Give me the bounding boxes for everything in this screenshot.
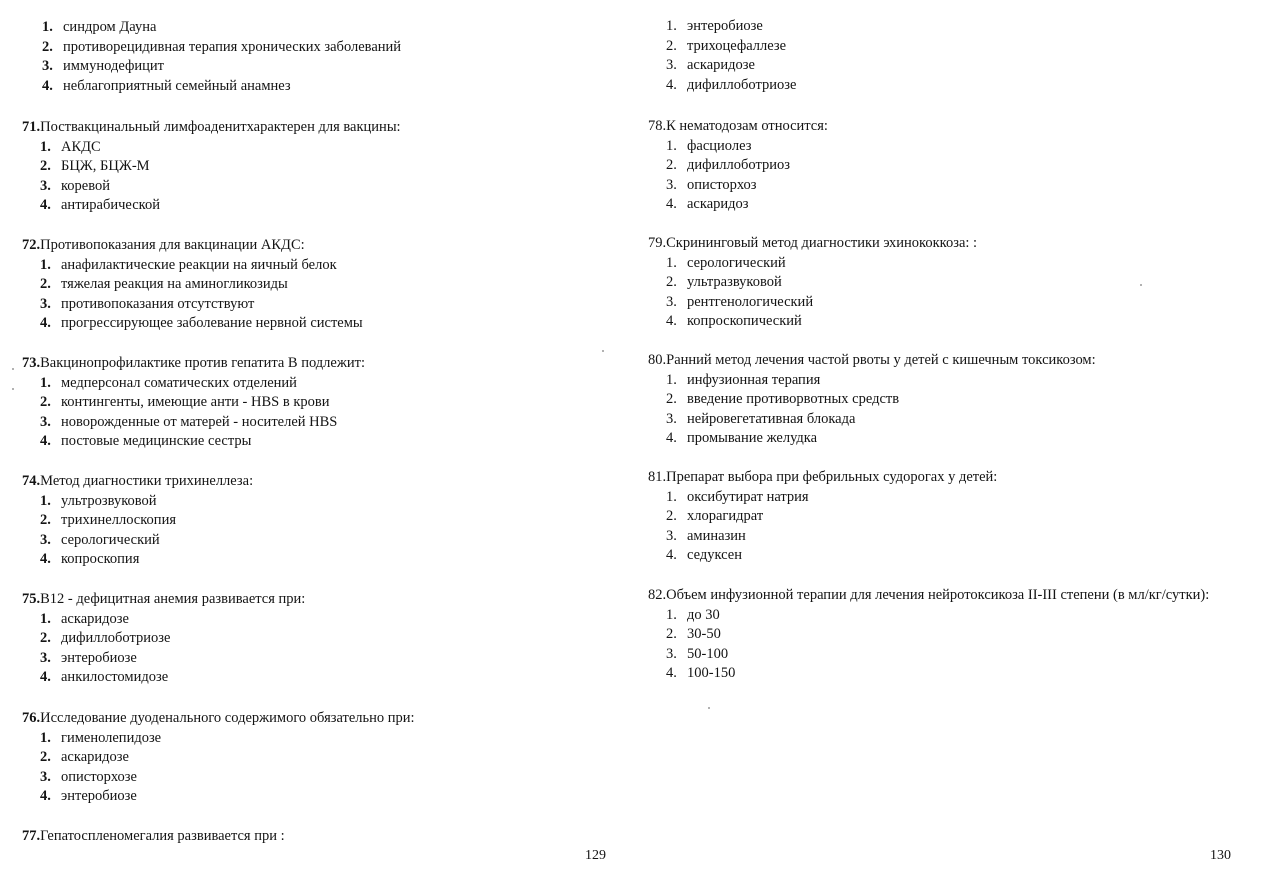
option-number: 4. — [40, 197, 51, 214]
answer-option — [666, 664, 1238, 684]
question-77 — [22, 827, 612, 847]
question-title — [22, 354, 612, 374]
answer-options — [22, 610, 612, 688]
option-number: 3. — [666, 410, 677, 427]
answer-option — [42, 77, 401, 97]
option-text: 30-50 — [687, 626, 721, 643]
option-text: неблагоприятный семейный анамнез — [63, 77, 291, 94]
answer-options — [648, 488, 1238, 566]
option-text: трихоцефаллезе — [687, 37, 787, 54]
question-title — [22, 709, 612, 729]
answer-option — [40, 511, 612, 531]
option-text: хлорагидрат — [687, 508, 764, 525]
question-number: 75. — [22, 591, 41, 607]
option-number: 1. — [666, 371, 677, 388]
option-number: 2. — [666, 157, 677, 174]
option-number: 4. — [666, 76, 677, 93]
option-number: 2. — [42, 38, 53, 55]
option-number: 1. — [666, 488, 677, 505]
question-number: 71. — [22, 119, 41, 135]
answer-option — [40, 432, 612, 452]
option-text: ультрозвуковой — [61, 492, 157, 509]
question-number: 78. — [648, 118, 667, 134]
answer-option — [40, 610, 612, 630]
scan-speck — [602, 350, 604, 352]
answer-option — [40, 787, 612, 807]
option-text: медперсонал соматических отделений — [61, 374, 297, 391]
option-text: антирабической — [61, 197, 160, 214]
answer-option — [666, 293, 1238, 313]
option-number: 1. — [666, 606, 677, 623]
question-number: 74. — [22, 473, 41, 489]
answer-option — [40, 768, 612, 788]
answer-option — [666, 390, 1238, 410]
answer-option — [40, 196, 612, 216]
answer-option — [666, 195, 1238, 215]
question-text: Ранний метод лечения частой рвоты у детей с кишечным токсикозом: — [666, 352, 1096, 368]
option-text: противопоказания отсутствуют — [61, 295, 255, 312]
answer-option — [40, 550, 612, 570]
option-text: 100-150 — [687, 665, 736, 682]
question-78 — [648, 117, 1238, 215]
option-number: 3. — [42, 58, 53, 75]
option-number: 3. — [666, 57, 677, 74]
option-number: 4. — [40, 669, 51, 686]
option-text: 50-100 — [687, 645, 729, 662]
option-number: 3. — [40, 531, 51, 548]
option-text: копроскопический — [687, 313, 802, 330]
option-text: дифиллоботриоз — [687, 157, 790, 174]
question-text: В12 - дефицитная анемия развивается при: — [40, 591, 306, 607]
answer-option — [666, 546, 1238, 566]
option-text: энтеробиозе — [61, 788, 137, 805]
answer-options — [22, 492, 612, 570]
answer-option — [666, 371, 1238, 391]
answer-option — [666, 254, 1238, 274]
answer-option — [40, 413, 612, 433]
answer-option — [666, 273, 1238, 293]
answer-options — [648, 137, 1238, 215]
option-text: контингенты, имеющие анти - HBS в крови — [61, 394, 330, 411]
option-number: 4. — [666, 430, 677, 447]
answer-option — [40, 138, 612, 158]
question-number: 77. — [22, 828, 41, 844]
question-title — [648, 586, 1233, 606]
option-text: энтеробиозе — [687, 18, 763, 34]
answer-option — [666, 176, 1238, 196]
option-number: 2. — [40, 394, 51, 411]
question-number: 73. — [22, 355, 41, 371]
option-text: копроскопия — [61, 551, 140, 568]
answer-option — [666, 56, 796, 76]
option-number: 2. — [40, 749, 51, 766]
option-number: 1. — [40, 610, 51, 627]
answer-option — [40, 729, 612, 749]
question-76 — [22, 709, 612, 807]
answer-option — [666, 137, 1238, 157]
question-text: Препарат выбора при фебрильных судорогах у детей: — [666, 469, 998, 485]
question-text: К нематодозам относится: — [666, 118, 828, 134]
question-number: 80. — [648, 352, 667, 368]
answer-option — [666, 410, 1238, 430]
option-number: 2. — [666, 37, 677, 54]
option-number: 3. — [40, 413, 51, 430]
answer-option — [40, 275, 612, 295]
option-number: 4. — [40, 315, 51, 332]
option-number: 3. — [666, 645, 677, 662]
answer-options — [648, 606, 1238, 684]
option-number: 1. — [666, 254, 677, 271]
option-number: 3. — [666, 176, 677, 193]
question-title — [648, 351, 1238, 371]
option-text: синдром Дауна — [63, 19, 157, 35]
option-text: аскаридозе — [61, 749, 129, 766]
question-title — [648, 117, 1238, 137]
question-81 — [648, 468, 1238, 566]
scan-speck — [1140, 284, 1142, 286]
question-title — [648, 234, 1238, 254]
question-number: 76. — [22, 710, 41, 726]
option-number: 2. — [40, 512, 51, 529]
option-text: иммунодефицит — [63, 58, 164, 75]
option-text: коревой — [61, 177, 111, 194]
answer-options — [22, 374, 612, 452]
option-number: 2. — [666, 508, 677, 525]
scan-speck — [708, 707, 710, 709]
option-number: 4. — [666, 665, 677, 682]
answer-option — [40, 393, 612, 413]
option-text: энтеробиозе — [61, 649, 137, 666]
option-number: 1. — [40, 492, 51, 509]
answer-option — [666, 76, 796, 96]
option-text: дифиллоботриозе — [61, 630, 171, 647]
option-text: нейровегетативная блокада — [687, 410, 856, 427]
option-text: серологический — [61, 531, 160, 548]
question-title — [22, 590, 612, 610]
option-number: 1. — [42, 19, 53, 35]
question-number: 81. — [648, 469, 667, 485]
option-text: до 30 — [687, 606, 720, 623]
question-80 — [648, 351, 1238, 449]
question-74 — [22, 472, 612, 570]
option-number: 2. — [40, 276, 51, 293]
answer-options — [22, 256, 612, 334]
option-text: аскаридозе — [61, 610, 129, 627]
answer-option — [666, 156, 1238, 176]
option-text: оксибутират натрия — [687, 488, 809, 505]
answer-option — [40, 177, 612, 197]
question-text: Противопоказания для вакцинации АКДС: — [40, 237, 305, 253]
answer-options — [22, 729, 612, 807]
answer-option — [40, 157, 612, 177]
option-text: трихинеллоскопия — [61, 512, 176, 529]
answer-option — [666, 507, 1238, 527]
scan-speck — [12, 388, 14, 390]
option-number: 4. — [42, 77, 53, 94]
option-number: 3. — [40, 768, 51, 785]
option-number: 1. — [40, 256, 51, 273]
answer-option — [40, 256, 612, 276]
option-text: описторхоз — [687, 176, 757, 193]
answer-option — [42, 18, 401, 38]
option-number: 4. — [666, 547, 677, 564]
answer-option — [666, 606, 1238, 626]
option-text: противорецидивная терапия хронических заболеваний — [63, 38, 402, 55]
option-text: прогрессирующее заболевание нервной системы — [61, 315, 363, 332]
option-number: 4. — [40, 433, 51, 450]
option-text: БЦЖ, БЦЖ-М — [61, 158, 150, 175]
option-text: аминазин — [687, 527, 746, 544]
option-text: новорожденные от матерей - носителей HBS — [61, 413, 338, 430]
option-text: серологический — [687, 254, 786, 271]
option-number: 3. — [40, 295, 51, 312]
answer-option — [40, 531, 612, 551]
answer-option — [666, 17, 796, 37]
option-text: аскаридоз — [687, 196, 749, 213]
option-number: 1. — [40, 729, 51, 746]
question-text: Гепатоспленомегалия развивается при : — [40, 828, 285, 844]
option-number: 2. — [40, 158, 51, 175]
answer-option — [42, 57, 401, 77]
option-number: 2. — [666, 274, 677, 291]
answer-option — [40, 748, 612, 768]
option-text: инфузионная терапия — [687, 371, 821, 388]
answer-option — [666, 312, 1238, 332]
option-text: фасциолез — [687, 137, 752, 154]
answer-options — [648, 371, 1238, 449]
option-number: 2. — [666, 391, 677, 408]
question-73 — [22, 354, 612, 452]
question-text: Исследование дуоденального содержимого обязательно при: — [40, 710, 415, 726]
question-79 — [648, 234, 1238, 332]
answer-options — [22, 138, 612, 216]
option-text: гименолепидозе — [61, 729, 162, 746]
option-number: 4. — [40, 551, 51, 568]
option-number: 1. — [40, 138, 51, 155]
left-page — [0, 0, 620, 893]
option-number: 3. — [666, 527, 677, 544]
option-text: описторхозе — [61, 768, 137, 785]
option-number: 2. — [40, 630, 51, 647]
answer-options — [648, 254, 1238, 332]
option-number: 1. — [40, 374, 51, 391]
answer-option — [666, 645, 1238, 665]
answer-option — [40, 295, 612, 315]
question-text: Вакцинопрофилактике против гепатита В подлежит: — [40, 355, 365, 371]
option-text: дифиллоботриозе — [687, 76, 797, 93]
question-text: Метод диагностики трихинеллеза: — [40, 473, 254, 489]
question-title — [648, 468, 1238, 488]
option-number: 1. — [666, 18, 677, 34]
option-text: введение противорвотных средств — [687, 391, 900, 408]
answer-option — [42, 38, 401, 58]
option-number: 3. — [666, 293, 677, 310]
option-number: 3. — [40, 649, 51, 666]
question-title — [22, 118, 612, 138]
right-page — [620, 0, 1263, 893]
answer-option — [666, 527, 1238, 547]
answer-option — [666, 37, 796, 57]
question-text: Скрининговый метод диагностики эхинококкоза: : — [666, 235, 978, 251]
question-71 — [22, 118, 612, 216]
question-title — [22, 472, 612, 492]
answer-option — [666, 625, 1238, 645]
option-number: 3. — [40, 177, 51, 194]
option-text: тяжелая реакция на аминогликозиды — [61, 276, 288, 293]
question-title — [22, 827, 612, 847]
option-text: анафилактические реакции на яичный белок — [61, 256, 337, 273]
question-72 — [22, 236, 612, 334]
option-text: ультразвуковой — [687, 274, 782, 291]
option-text: рентгенологический — [687, 293, 814, 310]
answer-option — [40, 649, 612, 669]
question-77-options-continued — [648, 17, 796, 95]
answer-option — [666, 488, 1238, 508]
option-number: 1. — [666, 137, 677, 154]
question-number: 72. — [22, 237, 41, 253]
page-number-left: 129 — [585, 848, 606, 863]
option-text: промывание желудка — [687, 430, 818, 447]
question-text: Объем инфузионной терапии для лечения нейротоксикоза II-III степени (в мл/кг/сутки): — [666, 587, 1210, 603]
answer-option — [40, 629, 612, 649]
question-82 — [648, 586, 1238, 684]
question-number: 79. — [648, 235, 667, 251]
question-70-options-continued — [24, 18, 401, 96]
option-text: АКДС — [61, 138, 101, 155]
answer-option — [40, 492, 612, 512]
question-number: 82. — [648, 587, 667, 603]
answer-option — [40, 668, 612, 688]
option-number: 2. — [666, 626, 677, 643]
option-number: 4. — [666, 313, 677, 330]
option-number: 4. — [666, 196, 677, 213]
answer-option — [40, 314, 612, 334]
page-number-right: 130 — [1210, 848, 1231, 863]
option-text: аскаридозе — [687, 57, 755, 74]
scan-speck — [12, 368, 14, 370]
answer-option — [666, 429, 1238, 449]
answer-option — [40, 374, 612, 394]
option-text: седуксен — [687, 547, 742, 564]
question-title — [22, 236, 612, 256]
option-text: постовые медицинские сестры — [61, 433, 252, 450]
question-text: Поствакцинальный лимфоаденитхарактерен для вакцины: — [40, 119, 401, 135]
option-text: анкилостомидозе — [61, 669, 169, 686]
option-number: 4. — [40, 788, 51, 805]
question-75 — [22, 590, 612, 688]
